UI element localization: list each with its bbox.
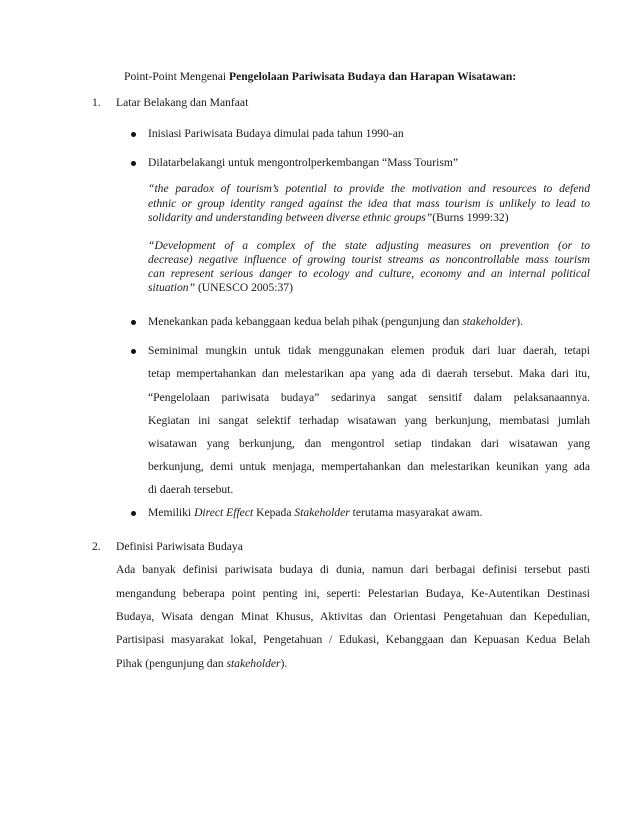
bullet2-text: Dilatarbelakangi untuk mengontrolperkembangan “Mass Tourism” <box>148 156 458 169</box>
bullet4-line2: tetap mempertahankan dan melestarikan apa yang ada di daerah tersebut. Maka dari itu, <box>148 367 590 380</box>
quote2-line1: “Development of a complex of the state adjusting measures on prevention (or to <box>148 239 590 252</box>
quote2-line2: decrease) negative influence of growing tourist streams as noncontrollable mass tourism <box>148 253 590 266</box>
quote1-line1: “the paradox of tourism’s potential to provide the motivation and resources to defend <box>148 182 590 195</box>
quote1-line2: ethnic or group identity ranged against the idea that mass tourism is unlikely to lead to <box>148 197 590 210</box>
title-prefix: Point-Point Mengenai <box>124 70 229 83</box>
bullet5-text: Memiliki Direct Effect Kepada Stakeholder terutama masyarakat awam. <box>148 506 483 519</box>
bullet-4 <box>131 349 136 354</box>
section2-line5: Pihak (pengunjung dan stakeholder). <box>116 657 288 670</box>
bullet4-line3: “Pengelolaan pariwisata budaya” sedarinya sangat sensitif dalam pelaksanaannya. <box>148 391 590 404</box>
bullet4-line4: Kegiatan ini sangat selektif terhadap wisatawan yang berkunjung, membatasi jumlah <box>148 414 590 427</box>
bullet-5 <box>131 511 136 516</box>
bullet3-text: Menekankan pada kebanggaan kedua belah pihak (pengunjung dan stakeholder). <box>148 315 524 328</box>
bullet1-text: Inisiasi Pariwisata Budaya dimulai pada tahun 1990-an <box>148 127 404 140</box>
bullet4-line7: di daerah tersebut. <box>148 483 234 496</box>
section2-line2: mengandung beberapa point penting ini, seperti: Pelestarian Budaya, Ke-Autentikan Destinasi <box>116 587 590 600</box>
bullet4-line1: Seminimal mungkin untuk tidak menggunakan elemen produk dari luar daerah, tetapi <box>148 344 590 357</box>
quote1-line3: solidarity and understanding between diverse ethnic groups”(Burns 1999:32) <box>148 211 509 224</box>
bullet-1 <box>131 132 136 137</box>
quote2-line4: situation” (UNESCO 2005:37) <box>148 281 293 294</box>
section2-line4: Partisipasi masyarakat lokal, Pengetahuan / Edukasi, Kebanggaan dan Kepuasan Kedua Belah <box>116 633 590 646</box>
section1-heading: Latar Belakang dan Manfaat <box>116 96 249 109</box>
section2-number: 2. <box>92 540 101 553</box>
quote2-line3: can represent serious danger to ecology and culture, economy and an internal political <box>148 267 590 280</box>
section2-line1: Ada banyak definisi pariwisata budaya di dunia, namun dari berbagai definisi tersebut pasti <box>116 563 590 576</box>
section2-line3: Budaya, Wisata dengan Minat Khusus, Aktivitas dan Orientasi Pengetahuan dan Kepedulian, <box>116 610 590 623</box>
bullet-2 <box>131 161 136 166</box>
document-title <box>124 70 516 84</box>
bullet4-line5: wisatawan yang berkunjung, dan mengontrol setiap tindakan dari wisatawan yang <box>148 437 590 450</box>
section2-heading: Definisi Pariwisata Budaya <box>116 540 243 553</box>
bullet4-line6: berkunjung, demi untuk menjaga, mempertahankan dan melestarikan keunikan yang ada <box>148 460 590 473</box>
section1-number: 1. <box>92 96 101 109</box>
bullet-3 <box>131 320 136 325</box>
title-bold: Pengelolaan Pariwisata Budaya dan Harapan Wisatawan: <box>228 70 517 83</box>
